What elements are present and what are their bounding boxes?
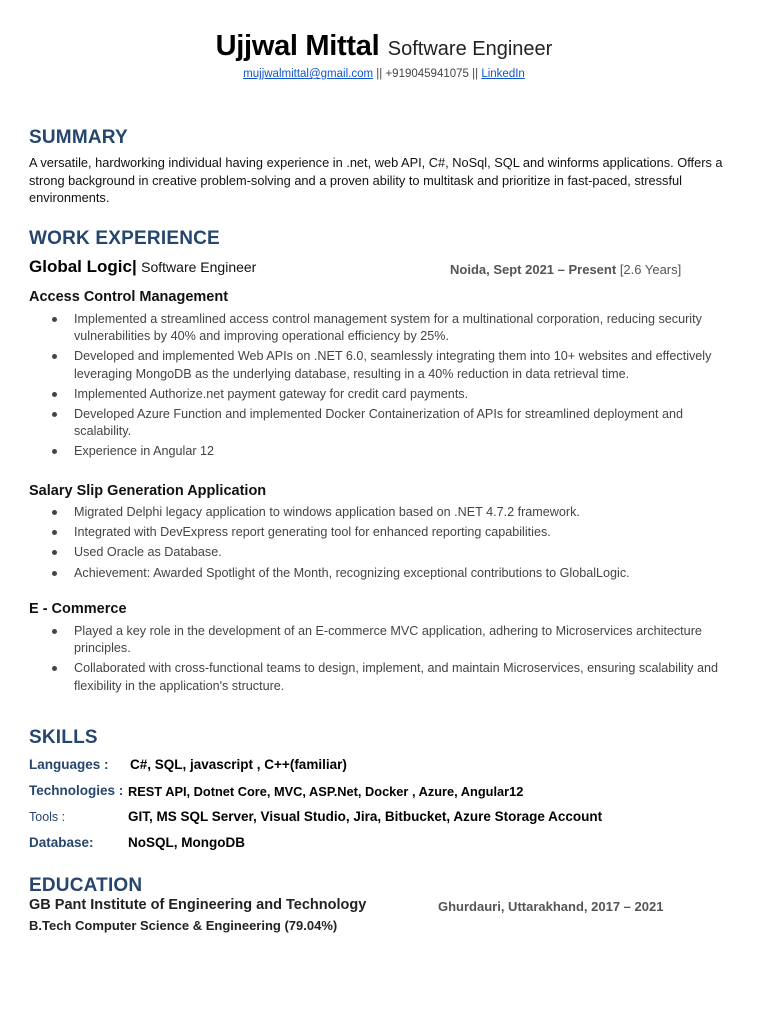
bullet-icon bbox=[52, 629, 57, 634]
education-location-dates: Ghurdauri, Uttarakhand, 2017 – 2021 bbox=[438, 899, 664, 914]
skill-row-tools bbox=[29, 809, 741, 831]
institution-name: GB Pant Institute of Engineering and Technology bbox=[29, 897, 367, 913]
job-header bbox=[29, 257, 741, 283]
email-link[interactable]: mujjwalmittal@gmail.com bbox=[243, 68, 374, 80]
skill-label: Languages : bbox=[29, 757, 109, 772]
bullet-icon bbox=[52, 317, 57, 322]
resume-header bbox=[0, 30, 768, 80]
bullet-icon bbox=[52, 666, 57, 671]
contact-line bbox=[0, 68, 768, 80]
company-name: Global Logic| bbox=[29, 257, 137, 276]
contact-separator: || bbox=[472, 68, 479, 80]
skill-value: GIT, MS SQL Server, Visual Studio, Jira, Bitbucket, Azure Storage Account bbox=[128, 809, 603, 824]
linkedin-link[interactable]: LinkedIn bbox=[481, 68, 525, 80]
project-title: Access Control Management bbox=[29, 289, 229, 305]
skill-row-technologies bbox=[29, 783, 741, 805]
list-item: Used Oracle as Database. bbox=[29, 544, 741, 561]
project-title: E - Commerce bbox=[29, 601, 127, 617]
skill-row-languages bbox=[29, 757, 741, 779]
job-location-dates: Noida, Sept 2021 – Present bbox=[450, 262, 617, 277]
candidate-name: Ujjwal Mittal bbox=[215, 30, 380, 62]
list-item: Implemented Authorize.net payment gateway for credit card payments. bbox=[29, 386, 741, 403]
phone-number: +919045941075 bbox=[385, 68, 469, 80]
bullet-icon bbox=[52, 571, 57, 576]
skills-heading: SKILLS bbox=[29, 727, 98, 748]
list-item: Played a key role in the development of an E-commerce MVC application, adhering to Microservices architecture principles. bbox=[29, 623, 741, 657]
bullet-icon bbox=[52, 354, 57, 359]
skill-row-database bbox=[29, 835, 741, 857]
bullet-icon bbox=[52, 412, 57, 417]
project-bullets bbox=[29, 504, 741, 585]
project-title: Salary Slip Generation Application bbox=[29, 483, 267, 499]
list-item: Integrated with DevExpress report generating tool for enhanced reporting capabilities. bbox=[29, 524, 741, 541]
job-duration: [2.6 Years] bbox=[619, 262, 682, 277]
contact-separator: || bbox=[376, 68, 383, 80]
list-item: Experience in Angular 12 bbox=[29, 443, 741, 460]
project-bullets bbox=[29, 623, 741, 698]
candidate-title: Software Engineer bbox=[387, 38, 553, 60]
list-item: Developed and implemented Web APIs on .NET 6.0, seamlessly integrating them into 10+ websites and effectively leveraging MongoDB as the underlying database, resulting in a 40% reduction in data retrieval time. bbox=[29, 348, 741, 382]
skill-value: C#, SQL, javascript , C++(familiar) bbox=[130, 757, 347, 772]
skill-label: Technologies : bbox=[29, 783, 124, 798]
skill-label: Tools : bbox=[29, 810, 66, 824]
bullet-icon bbox=[52, 550, 57, 555]
job-meta bbox=[450, 262, 681, 277]
list-item: Achievement: Awarded Spotlight of the Month, recognizing exceptional contributions to GlobalLogic. bbox=[29, 565, 741, 582]
degree: B.Tech Computer Science & Engineering (79.04%) bbox=[29, 918, 338, 933]
skill-value: NoSQL, MongoDB bbox=[128, 835, 245, 850]
summary-heading: SUMMARY bbox=[29, 127, 128, 148]
bullet-icon bbox=[52, 530, 57, 535]
work-experience-heading: WORK EXPERIENCE bbox=[29, 228, 220, 249]
education-heading: EDUCATION bbox=[29, 875, 143, 896]
list-item: Implemented a streamlined access control management system for a multinational corporation, reducing security vulnerabilities by 40% and improving operational efficiency by 25%. bbox=[29, 311, 741, 345]
skill-value: REST API, Dotnet Core, MVC, ASP.Net, Docker , Azure, Angular12 bbox=[128, 784, 524, 799]
summary-text: A versatile, hardworking individual having experience in .net, web API, C#, NoSql, SQL and winforms applications. Offers a strong background in creative problem-solving and a proven ability to multitask and prioritize in fast-paced, stressful environments. bbox=[29, 155, 723, 206]
list-item: Migrated Delphi legacy application to windows application based on .NET 4.7.2 framework. bbox=[29, 504, 741, 521]
bullet-icon bbox=[52, 392, 57, 397]
list-item: Collaborated with cross-functional teams to design, implement, and maintain Microservices, ensuring scalability and flexibility in the application's structure. bbox=[29, 660, 741, 694]
bullet-icon bbox=[52, 510, 57, 515]
project-bullets bbox=[29, 311, 741, 464]
skill-label: Database: bbox=[29, 835, 94, 850]
bullet-icon bbox=[52, 449, 57, 454]
list-item: Developed Azure Function and implemented Docker Containerization of APIs for streamlined deployment and scalability. bbox=[29, 406, 741, 440]
job-role: Software Engineer bbox=[141, 259, 257, 275]
